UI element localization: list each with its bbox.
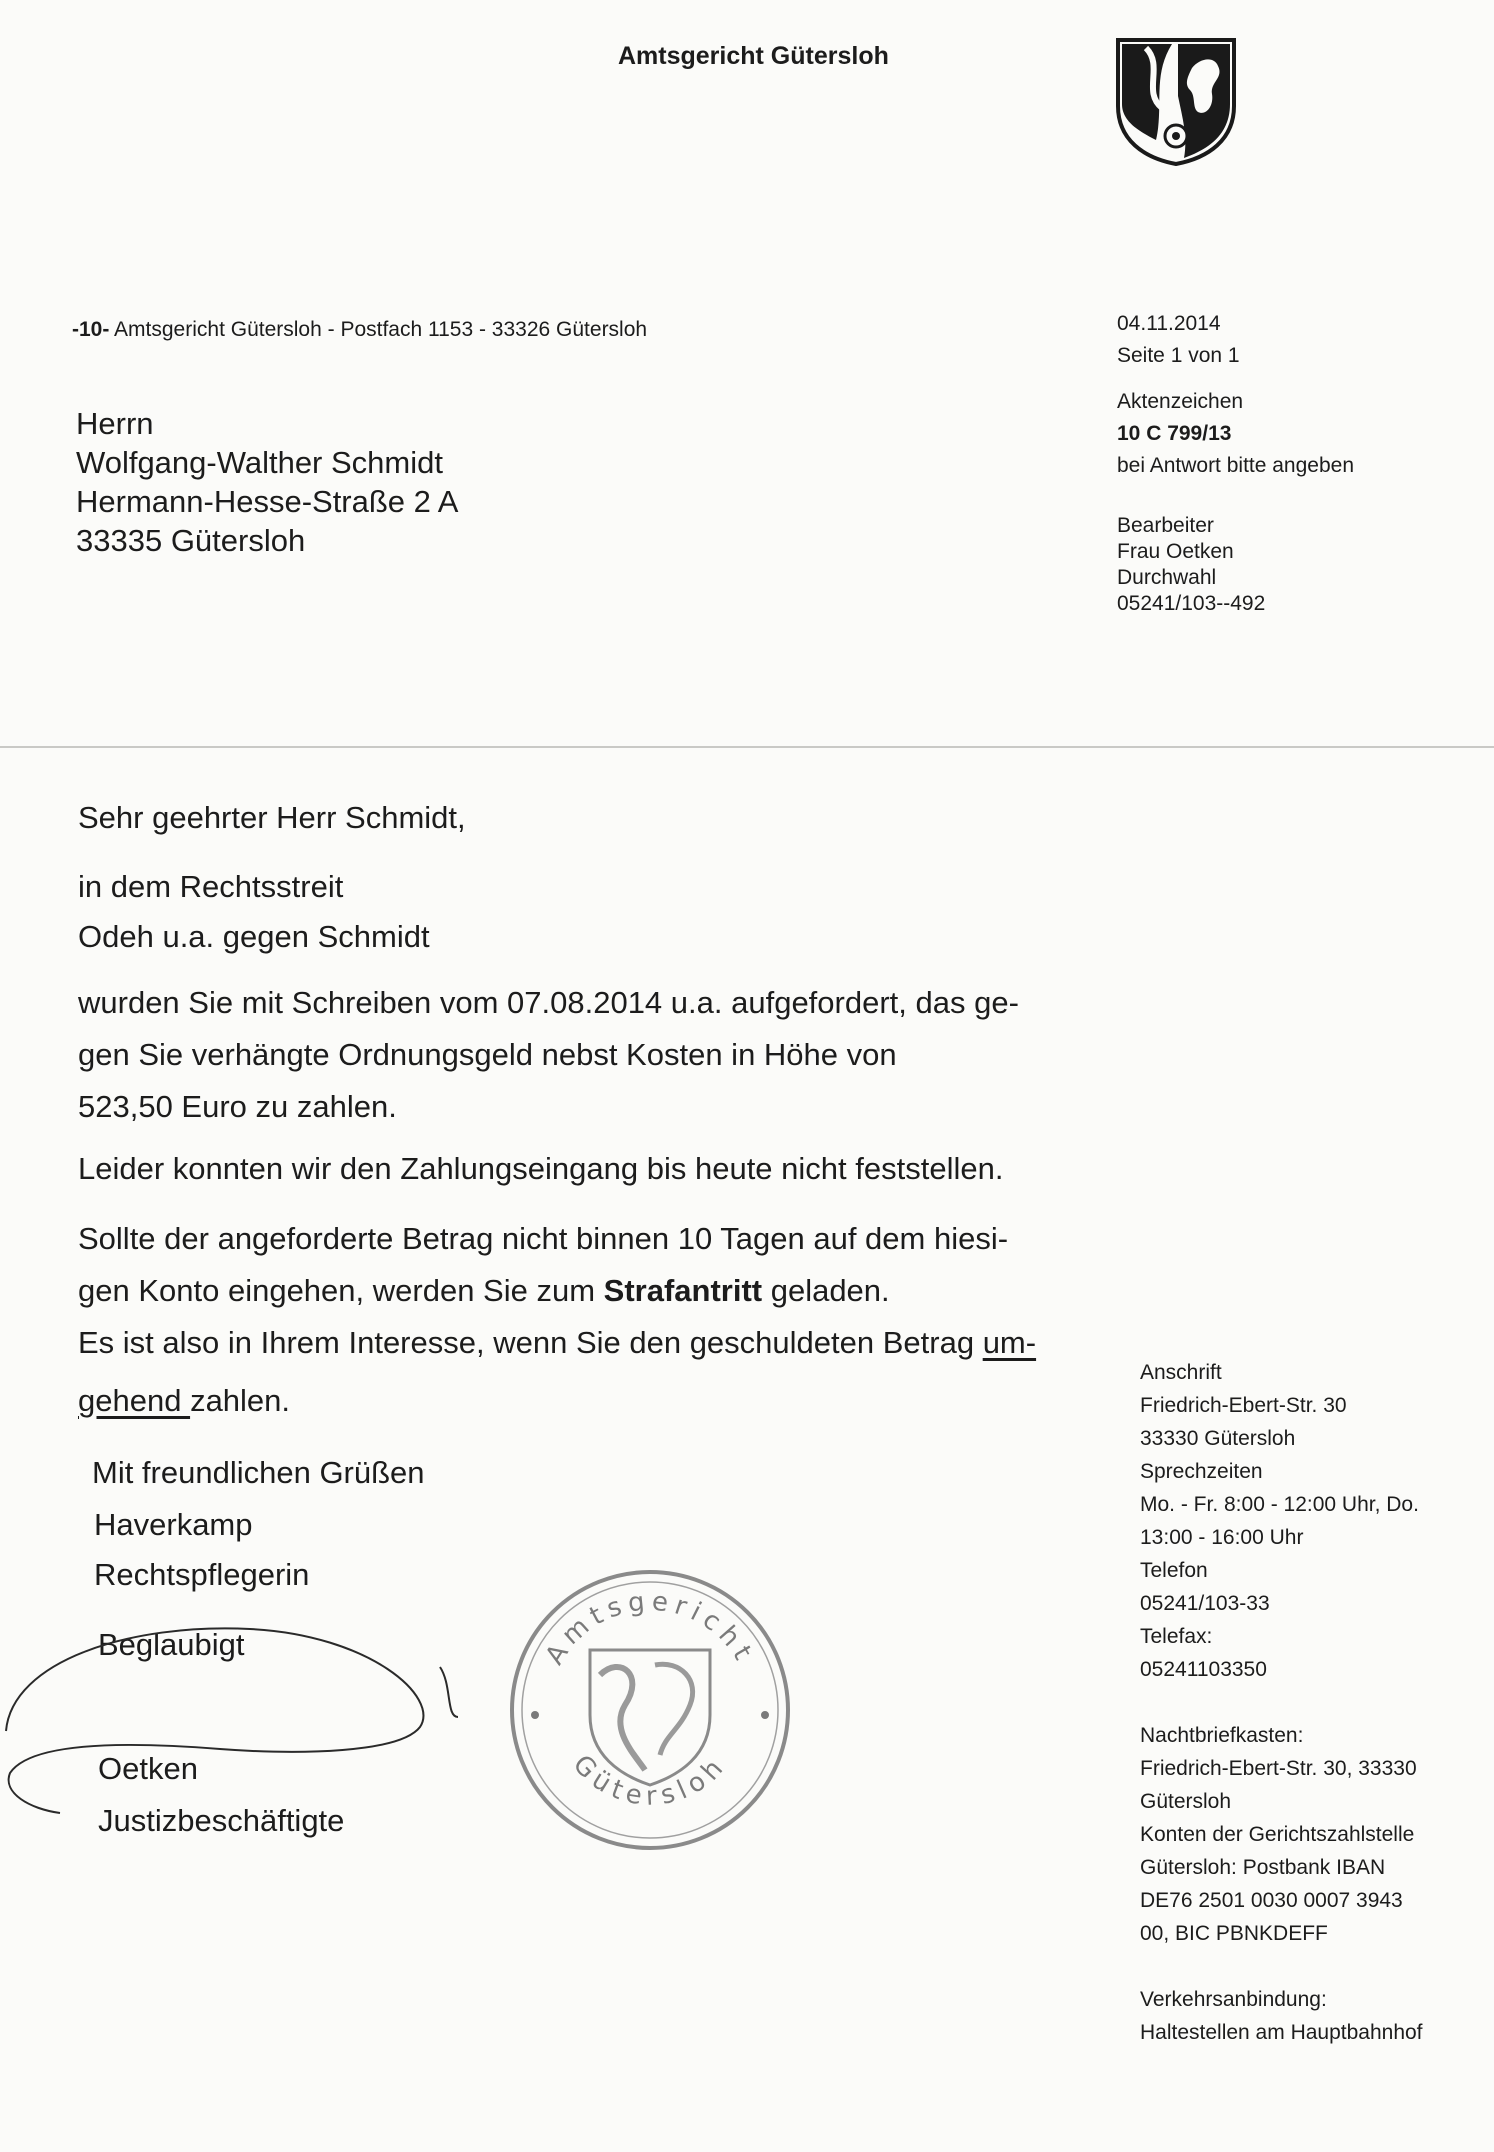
- recipient-name: Wolfgang-Walther Schmidt: [76, 445, 443, 480]
- court-seal: [505, 1565, 795, 1855]
- para3-line2: [78, 1266, 890, 1316]
- fax-number: 05241103350: [1140, 1658, 1267, 1681]
- file-ref-label: Aktenzeichen: [1117, 390, 1244, 413]
- file-ref: 10 C 799/13: [1117, 422, 1232, 445]
- certified-label: Beglaubigt: [98, 1627, 245, 1662]
- fax-label: Telefax:: [1140, 1625, 1213, 1648]
- hours-line2: 13:00 - 16:00 Uhr: [1140, 1526, 1304, 1549]
- court-name: Amtsgericht Gütersloh: [618, 42, 889, 70]
- letter-date: 04.11.2014: [1117, 312, 1221, 335]
- para4-line1: [78, 1318, 1036, 1368]
- certifier-title: Justizbeschäftigte: [98, 1803, 345, 1838]
- hours-line1: Mo. - Fr. 8:00 - 12:00 Uhr, Do.: [1140, 1493, 1419, 1516]
- para1-line2: gen Sie verhängte Ordnungsgeld nebst Kosten in Höhe von: [78, 1037, 897, 1072]
- recipient-block: [76, 404, 458, 560]
- mailbox-line2: Gütersloh: [1140, 1790, 1232, 1813]
- extension-label: Durchwahl: [1117, 566, 1217, 589]
- signer-title: Rechtspflegerin: [94, 1557, 310, 1592]
- seal-text-bottom: Gütersloh: [566, 1749, 734, 1813]
- para1-line3: 523,50 Euro zu zahlen.: [78, 1089, 397, 1124]
- transit-label: Verkehrsanbindung:: [1140, 1988, 1327, 2011]
- page-number: Seite 1 von 1: [1117, 344, 1240, 367]
- bic-line: 00, BIC PBNKDEFF: [1140, 1922, 1328, 1945]
- underlined-umgehend-part1: um-: [982, 1325, 1037, 1360]
- para3-line2-end: geladen.: [762, 1273, 890, 1308]
- clerk-name: Frau Oetken: [1117, 540, 1234, 563]
- case-parties: Odeh u.a. gegen Schmidt: [78, 919, 430, 954]
- mailbox-line1: Friedrich-Ebert-Str. 30, 33330: [1140, 1757, 1417, 1780]
- recipient-street: Hermann-Hesse-Straße 2 A: [76, 484, 459, 519]
- para4-line1-start: Es ist also in Ihrem Interesse, wenn Sie den geschuldeten Betrag: [78, 1325, 983, 1360]
- underlined-umgehend-part2: gehend: [78, 1383, 191, 1418]
- hours-label: Sprechzeiten: [1140, 1460, 1263, 1483]
- phone-number: 05241/103-33: [1140, 1592, 1270, 1615]
- sender-address: Amtsgericht Gütersloh - Postfach 1153 - 33326 Gütersloh: [109, 318, 648, 341]
- para4-line2: [78, 1376, 290, 1426]
- greeting: Sehr geehrter Herr Schmidt,: [78, 800, 466, 835]
- strafantritt-emphasis: Strafantritt: [603, 1273, 763, 1308]
- para4-line2-end: zahlen.: [190, 1383, 291, 1418]
- para2: Leider konnten wir den Zahlungseingang bis heute nicht feststellen.: [78, 1151, 1004, 1186]
- address-city: 33330 Gütersloh: [1140, 1427, 1296, 1450]
- accounts-line1: Konten der Gerichtszahlstelle: [1140, 1823, 1415, 1846]
- mailbox-label: Nachtbriefkasten:: [1140, 1724, 1304, 1747]
- clerk-label: Bearbeiter: [1117, 514, 1214, 537]
- address-label: Anschrift: [1140, 1361, 1222, 1384]
- closing: Mit freundlichen Grüßen: [92, 1455, 425, 1490]
- case-intro: in dem Rechtsstreit: [78, 869, 344, 904]
- signature-loop: [0, 1605, 460, 1825]
- transit-info: Haltestellen am Hauptbahnhof: [1140, 2021, 1423, 2044]
- seal-text-top: Amtsgericht: [539, 1586, 761, 1671]
- address-street: Friedrich-Ebert-Str. 30: [1140, 1394, 1347, 1417]
- iban-line: DE76 2501 0030 0007 3943: [1140, 1889, 1403, 1912]
- sender-line: [72, 318, 647, 342]
- accounts-line2: Gütersloh: Postbank IBAN: [1140, 1856, 1386, 1879]
- fold-line: [0, 746, 1494, 748]
- para1-line1: wurden Sie mit Schreiben vom 07.08.2014 u.a. aufgefordert, das ge-: [78, 985, 1019, 1020]
- extension-number: 05241/103--492: [1117, 592, 1266, 615]
- file-ref-note: bei Antwort bitte angeben: [1117, 454, 1355, 477]
- recipient-city: 33335 Gütersloh: [76, 523, 306, 558]
- recipient-salutation: Herrn: [76, 406, 154, 441]
- coat-of-arms-icon: [1112, 36, 1240, 168]
- phone-label: Telefon: [1140, 1559, 1208, 1582]
- signer-name: Haverkamp: [94, 1507, 253, 1542]
- certifier-name: Oetken: [98, 1751, 198, 1786]
- sender-prefix: -10-: [72, 318, 110, 341]
- para3-line2-start: gen Konto eingehen, werden Sie zum: [78, 1273, 604, 1308]
- para3-line1: Sollte der angeforderte Betrag nicht binnen 10 Tagen auf dem hiesi-: [78, 1221, 1009, 1256]
